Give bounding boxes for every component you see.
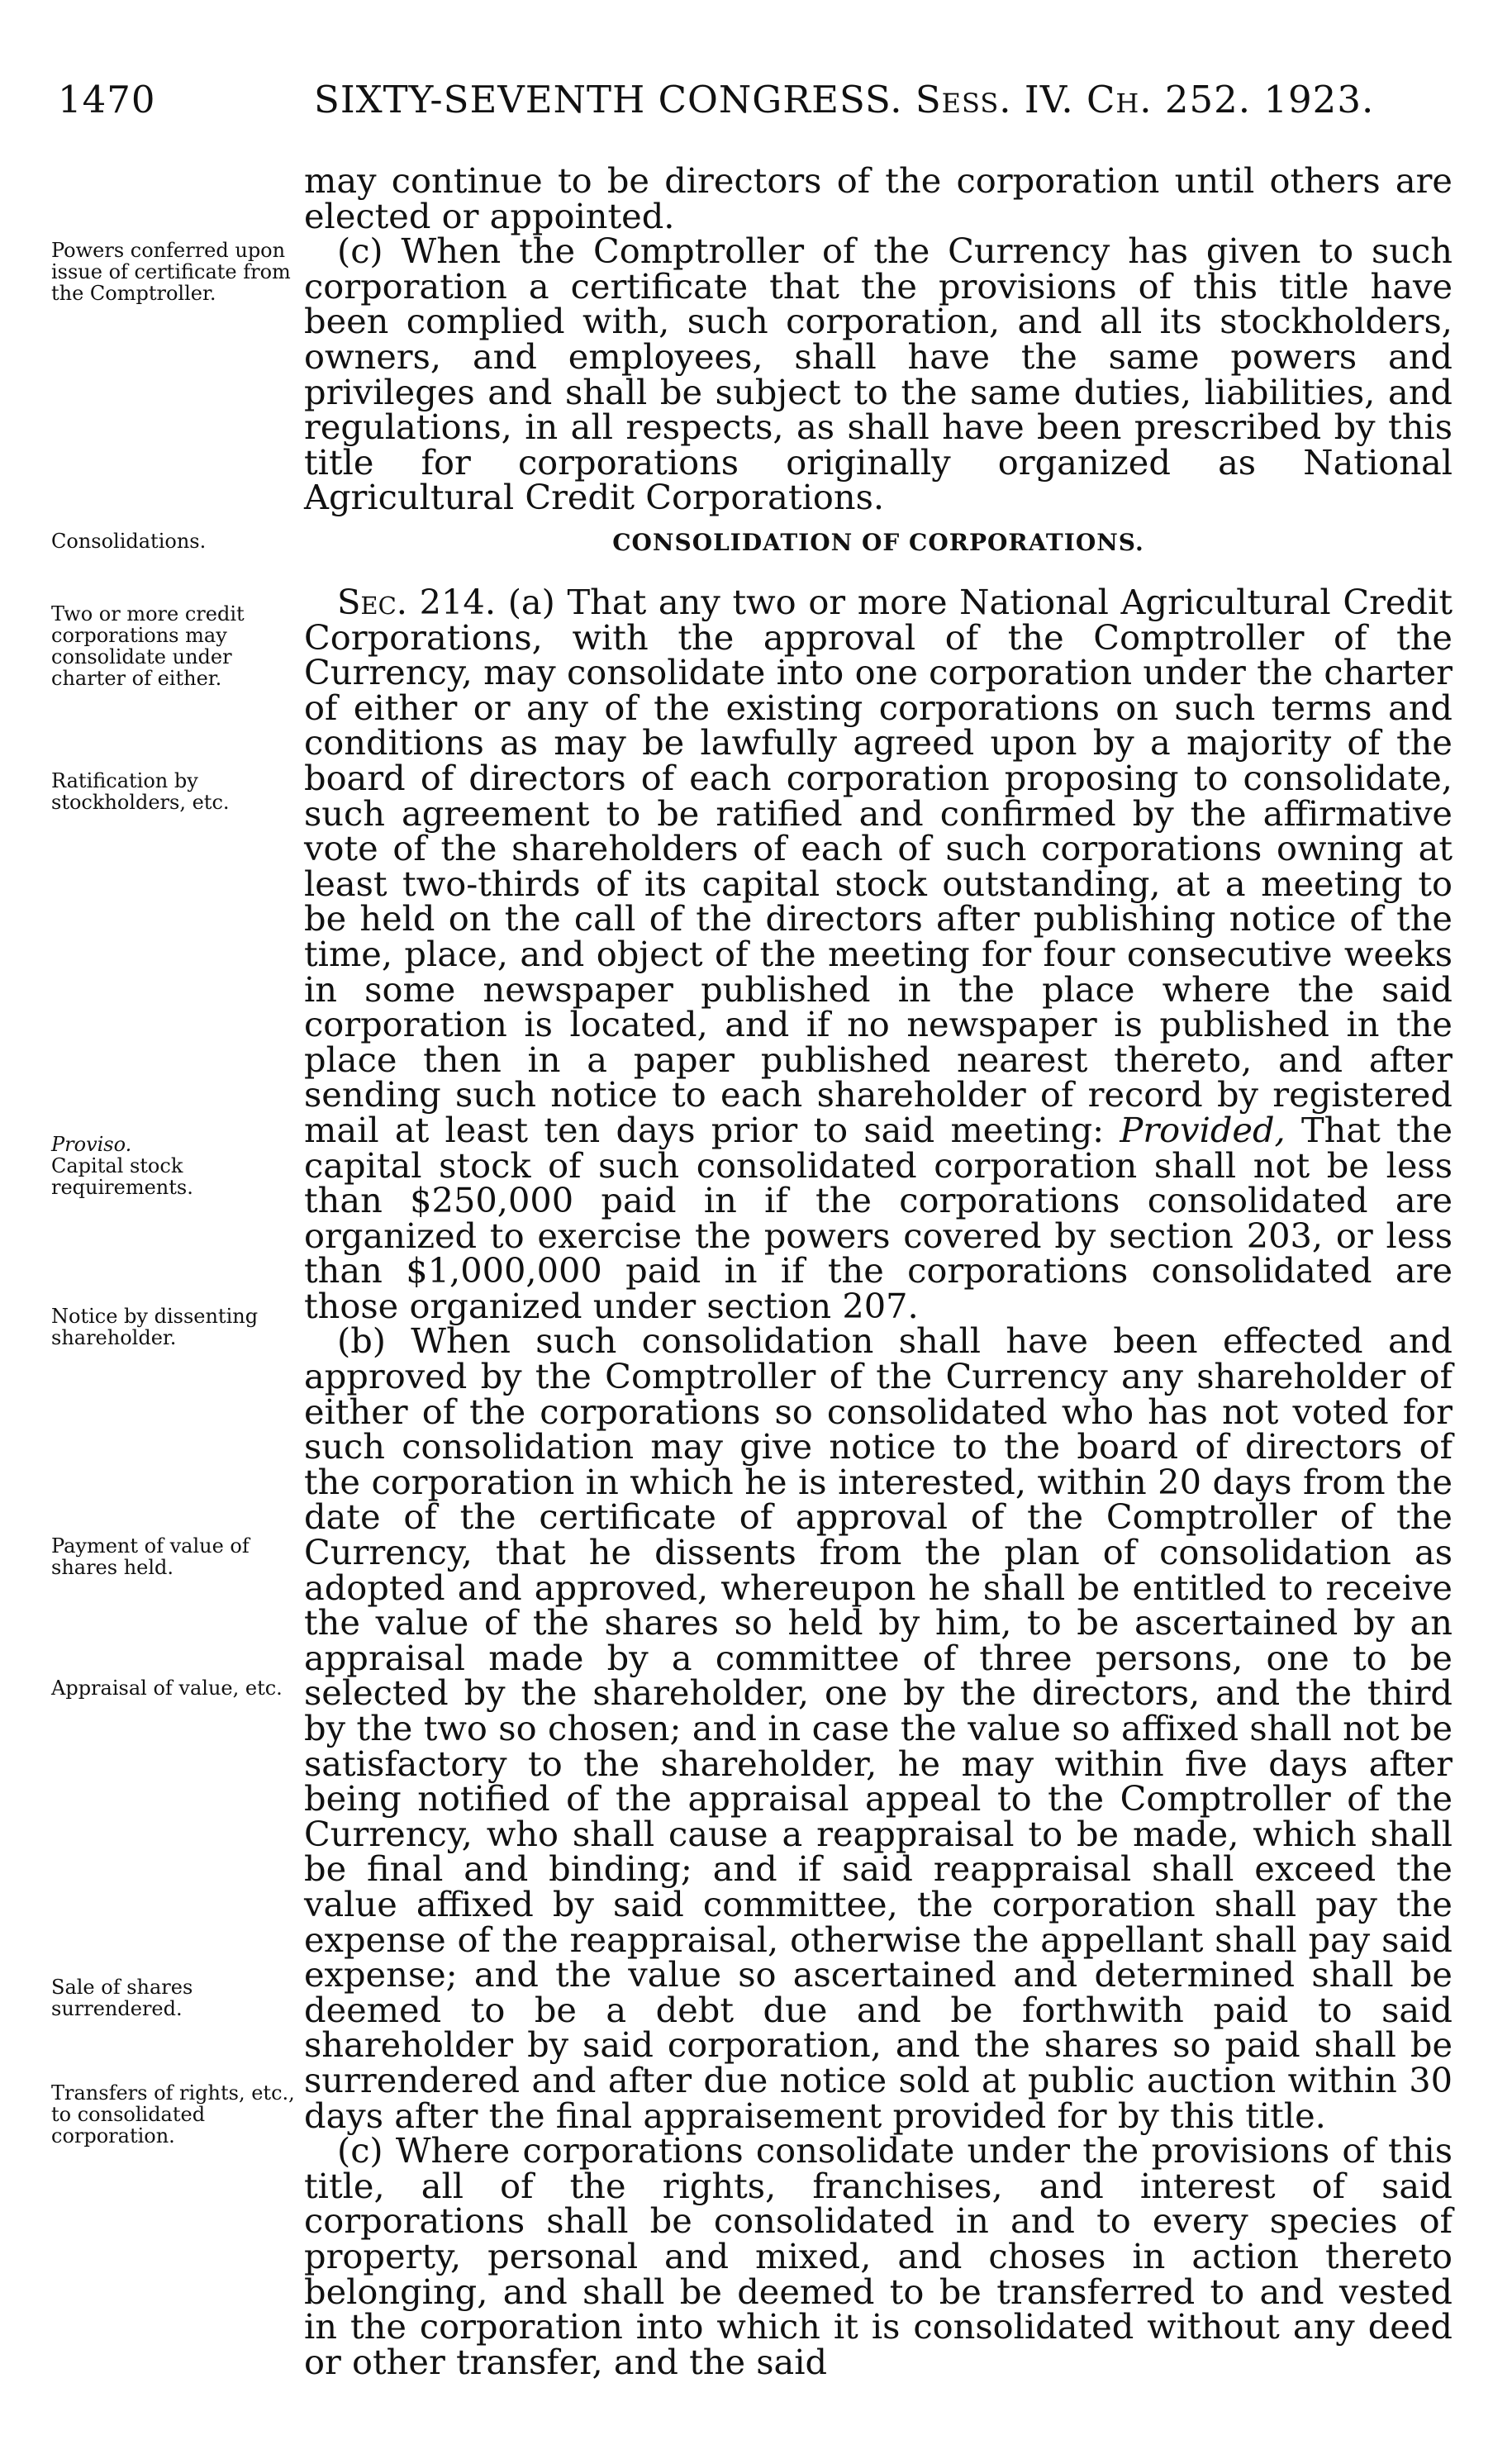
section-heading: CONSOLIDATION OF CORPORATIONS. [612, 529, 1144, 556]
paragraph-c-consolidation: (c) Where corporations consolidate under the provisions of this title, all of the rights, franchises, and interest of said corporations shall be consolidated in and to every species of property, personal and mixed, and choses in action thereto belonging, and shall be deemed to be transferred to and vested in the corporation into which it is consolidated without any deed or other transfer, and the said [304, 2130, 1453, 2382]
margin-note-capital-stock: Capital stock requirements. [51, 1154, 193, 1199]
margin-note-powers: Powers conferred upon issue of certificate from the Comptroller. [51, 239, 291, 305]
section-number: Sec. 214. [337, 582, 497, 622]
continuation-paragraph: may continue to be directors of the corporation until others are elected or appointed. [304, 160, 1453, 236]
margin-note-two-or-more: Two or more credit corporations may consolidate under charter of either. [51, 602, 245, 690]
body-block-2 [304, 582, 1453, 2382]
margin-note-payment: Payment of value of shares held. [51, 1534, 250, 1579]
margin-note-consolidations: Consolidations. [51, 530, 207, 553]
body-block-1 [304, 160, 1453, 518]
page-number: 1470 [58, 78, 156, 121]
paragraph-sec-214-a [304, 582, 1453, 1326]
paragraph-c-powers: (c) When the Comptroller of the Currency has given to such corporation a certificate that the provisions of this title have been complied with, such corporation, and all its stockholders, owners, and employees, shall have the same powers and privileges and shall be subject to the same duties, liabilities, and regulations, in all respects, as shall have been prescribed by this title for corporations originally organized as National Agricultural Credit Corporations. [304, 231, 1453, 518]
head-title [314, 78, 1374, 121]
proviso-text: That the capital stock of such consolidated corporation shall not be less than $250,000 paid in if the corporations consolidated are organized to exercise the powers covered by section 203, or less than $1,000,000 paid in if the corporations consolidated are those organized under section 207. [304, 1109, 1453, 1326]
margin-note-notice: Notice by dissenting shareholder. [51, 1305, 259, 1349]
margin-note-sale: Sale of shares surrendered. [51, 1976, 193, 2020]
margin-note-ratification: Ratification by stockholders, etc. [51, 769, 230, 814]
margin-note-proviso: Proviso. [51, 1133, 132, 1156]
margin-note-transfers: Transfers of rights, etc., to consolidated corporation. [51, 2081, 295, 2147]
session-label: Sess. IV. [915, 78, 1074, 121]
margin-note-appraisal: Appraisal of value, etc. [51, 1677, 283, 1700]
running-head [58, 78, 1462, 136]
chapter-label: Ch. 252. [1086, 78, 1252, 121]
paragraph-b-dissent: (b) When such consolidation shall have been effected and approved by the Comptroller of the Currency any shareholder of either of the corporations so consolidated who has not voted for such consolidation may give notice to the board of directors of the corporation in which he is interested, within 20 days from the date of the certificate of approval of the Comptroller of the Currency, that he dissents from the plan of consolidation as adopted and approved, whereupon he shall be entitled to receive the value of the shares so held by him, to be ascertained by an appraisal made by a committee of three persons, one to be selected by the shareholder, one by the directors, and the third by the two so chosen; and in case the value so affixed shall not be satisfactory to the shareholder, he may within five days after being notified of the appraisal appeal to the Comptroller of the Currency, who shall cause a reappraisal to be made, which shall be final and binding; and if said reappraisal shall exceed the value affixed by said committee, the corporation shall pay the expense of the reappraisal, otherwise the appellant shall pay said expense; and the value so ascertained and determined shall be deemed to be a debt due and be forthwith paid to said shareholder by said corporation, and the shares so paid shall be surrendered and after due notice sold at public auction within 30 days after the final appraisement provided for by this title. [304, 1320, 1453, 2136]
paragraph-a-text: (a) That any two or more National Agricultural Credit Corporations, with the approval of the Comptroller of the Currency, may consolidate into one corporation under the charter of either or any of the existing corporations on such terms and conditions as may be lawfully agreed upon by a majority of the board of directors of each corporation proposing to consolidate, such agreement to be ratified and confirmed by the affirmative vote of the shareholders of each of such corporations owning at least two-thirds of its capital stock outstanding, at a meeting to be held on the call of the directors after publishing notice of the time, place, and object of the meeting for four consecutive weeks in some newspaper published in the place where the said corporation is located, and if no newspaper is published in the place then in a paper published nearest thereto, and after sending such notice to each shareholder of record by registered mail at least ten days prior to said meeting: [304, 582, 1453, 1150]
proviso-word: Provided, [1120, 1109, 1286, 1150]
year-label: 1923. [1263, 78, 1375, 121]
congress-name: SIXTY-SEVENTH CONGRESS. [314, 78, 903, 121]
